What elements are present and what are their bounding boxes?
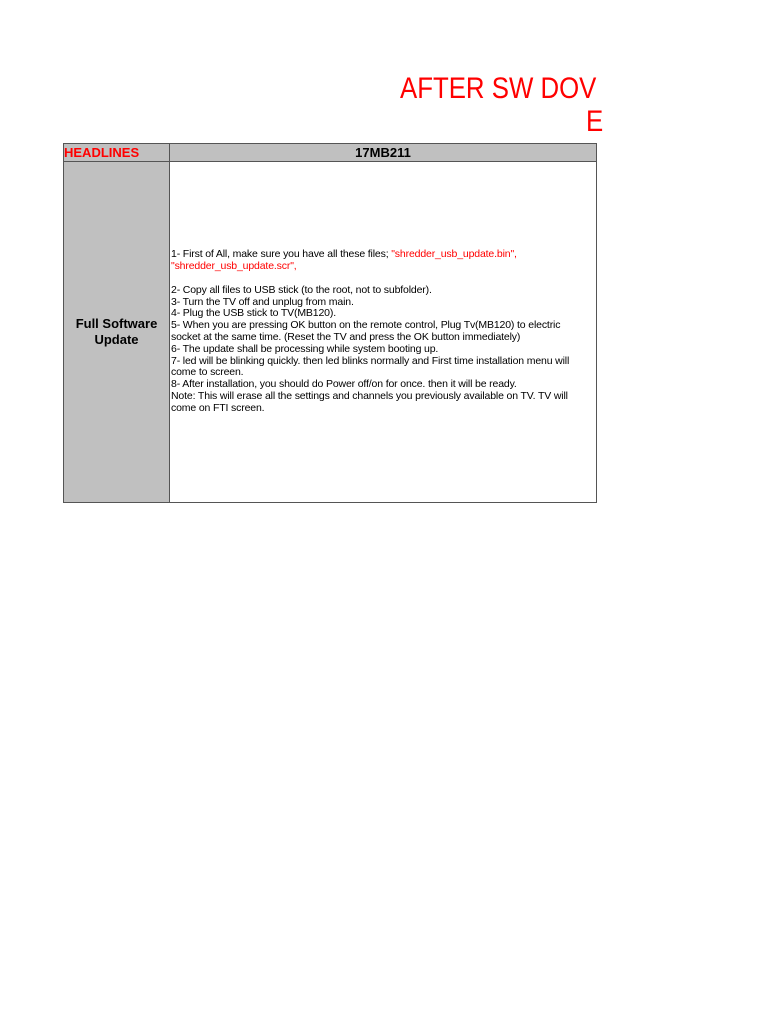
instruction-text: Note: This will erase all the settings and channels you previously available on TV. TV will (171, 389, 568, 402)
instruction-text: 2- Copy all files to USB stick (to the root, not to subfolder). (171, 283, 432, 296)
instruction-text: 7- led will be blinking quickly. then led blinks normally and First time installation menu will (171, 354, 570, 367)
model-header-cell[interactable]: 17MB211 (170, 144, 597, 162)
row-label-text: Full Software Update (75, 316, 158, 347)
title-line-2: E (586, 105, 604, 138)
instruction-text: "shredder_usb_update.scr", (171, 260, 297, 273)
instruction-text: come to screen. (171, 366, 244, 379)
sheet-title (0, 68, 604, 140)
instruction-text: socket at the same time. (Reset the TV and press the OK button immediately) (171, 331, 521, 343)
instructions-text (170, 249, 596, 414)
instruction-line (171, 261, 596, 273)
instruction-text: 4- Plug the USB stick to TV(MB120). (171, 307, 336, 320)
instruction-text: "shredder_usb_update.bin", (391, 248, 517, 261)
instructions-cell[interactable] (170, 162, 597, 503)
instruction-text: 6- The update shall be processing while system booting up. (171, 342, 439, 355)
headlines-header-cell[interactable]: HEADLINES (64, 144, 170, 162)
instruction-text: 5- When you are pressing OK button on the remote control, Plug Tv(MB120) to electric (171, 319, 561, 332)
instruction-text: 8- After installation, you should do Power off/on for once. then it will be ready. (171, 378, 517, 391)
title-line-1: AFTER SW DOV (400, 72, 597, 105)
instructions-table (63, 143, 597, 503)
row-label-cell[interactable] (64, 162, 170, 503)
table-row (64, 162, 597, 503)
instruction-text: come on FTI screen. (171, 401, 265, 414)
instruction-text: 1- First of All, make sure you have all these files; (171, 248, 392, 261)
instruction-line (171, 403, 596, 415)
instruction-text: 3- Turn the TV off and unplug from main. (171, 295, 354, 308)
header-row (64, 144, 597, 162)
